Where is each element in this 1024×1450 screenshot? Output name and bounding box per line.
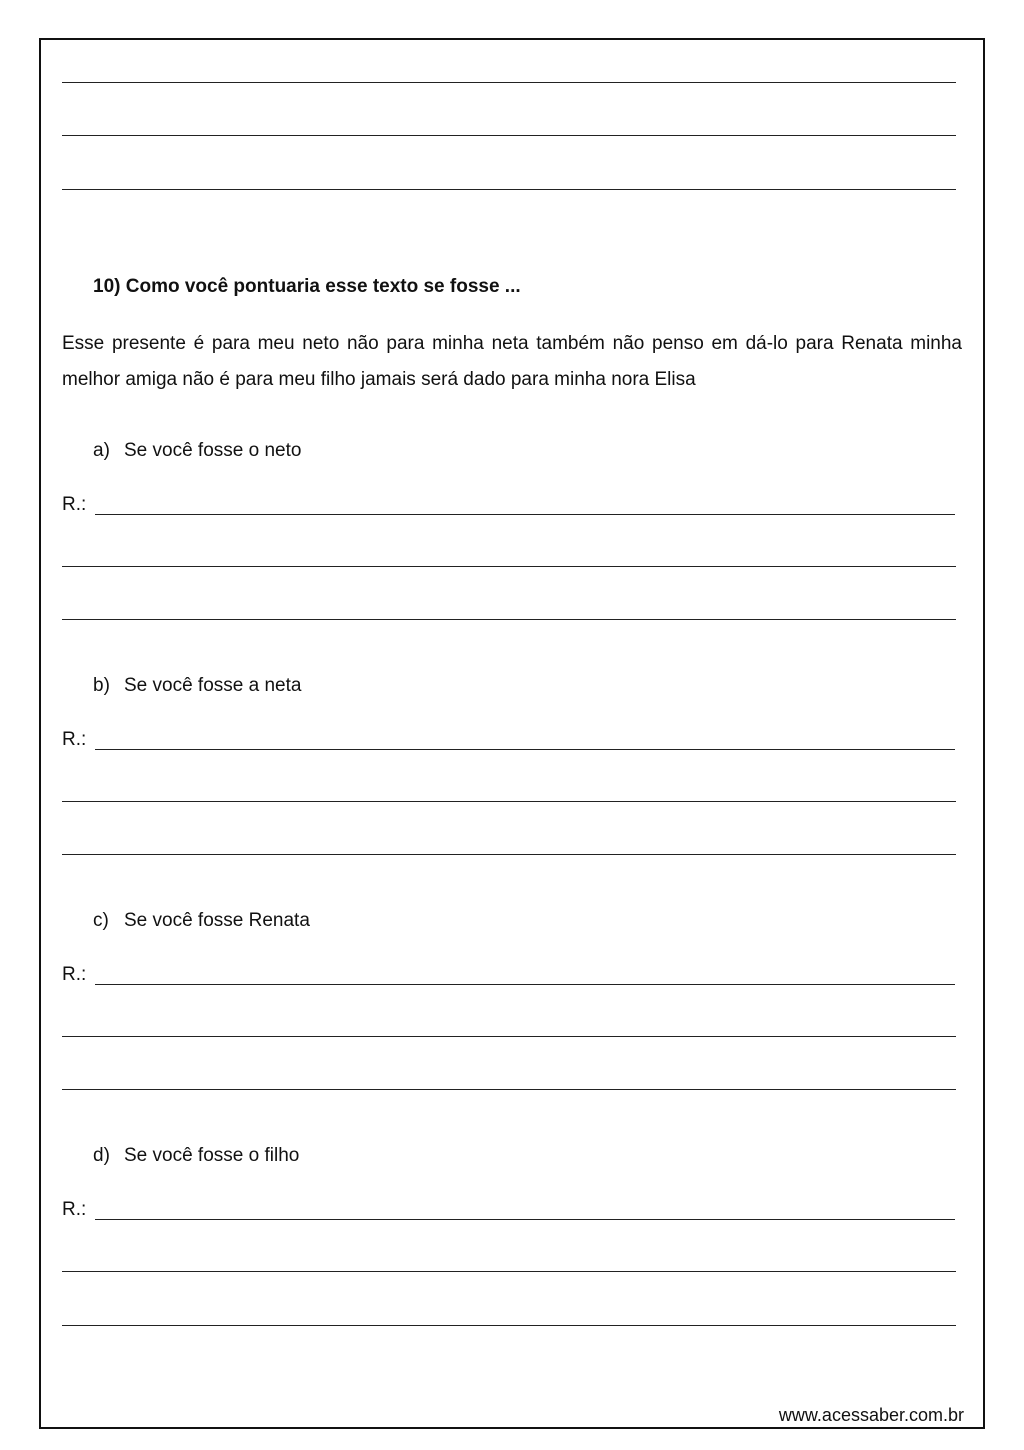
answer-line[interactable] xyxy=(62,1271,956,1272)
answer-prefix: R.: xyxy=(62,729,87,750)
item-d xyxy=(93,1145,299,1167)
answer-line[interactable] xyxy=(62,1325,956,1326)
answer-line[interactable] xyxy=(62,619,956,620)
item-label: Se você fosse Renata xyxy=(124,910,310,931)
answer-line[interactable] xyxy=(95,984,955,985)
answer-line[interactable] xyxy=(62,801,956,802)
page-border xyxy=(39,38,985,1429)
answer-line[interactable] xyxy=(95,749,955,750)
answer-line[interactable] xyxy=(95,1219,955,1220)
answer-line[interactable] xyxy=(62,854,956,855)
writing-line xyxy=(62,82,956,83)
item-label: Se você fosse o filho xyxy=(124,1145,300,1166)
question-title: 10) Como você pontuaria esse texto se fosse ... xyxy=(93,276,521,297)
answer-line[interactable] xyxy=(62,1089,956,1090)
item-b xyxy=(93,675,301,697)
answer-line[interactable] xyxy=(62,1036,956,1037)
answer-prefix: R.: xyxy=(62,964,87,985)
answer-line[interactable] xyxy=(62,566,956,567)
answer-prefix: R.: xyxy=(62,494,87,515)
item-c xyxy=(93,910,310,932)
writing-line xyxy=(62,135,956,136)
item-marker: b) xyxy=(93,675,110,696)
footer-website[interactable]: www.acessaber.com.br xyxy=(778,1405,964,1425)
item-label: Se você fosse a neta xyxy=(124,675,302,696)
item-marker: d) xyxy=(93,1145,110,1166)
item-label: Se você fosse o neto xyxy=(124,440,302,461)
answer-prefix: R.: xyxy=(62,1199,87,1220)
question-text: Esse presente é para meu neto não para minha neta também não penso em dá-lo para Renata minha melhor amiga não é para meu filho jamais será dado para minha nora Elisa xyxy=(62,333,962,390)
answer-line[interactable] xyxy=(95,514,955,515)
item-a xyxy=(93,440,301,462)
item-marker: a) xyxy=(93,440,110,461)
item-marker: c) xyxy=(93,910,109,931)
writing-line xyxy=(62,189,956,190)
